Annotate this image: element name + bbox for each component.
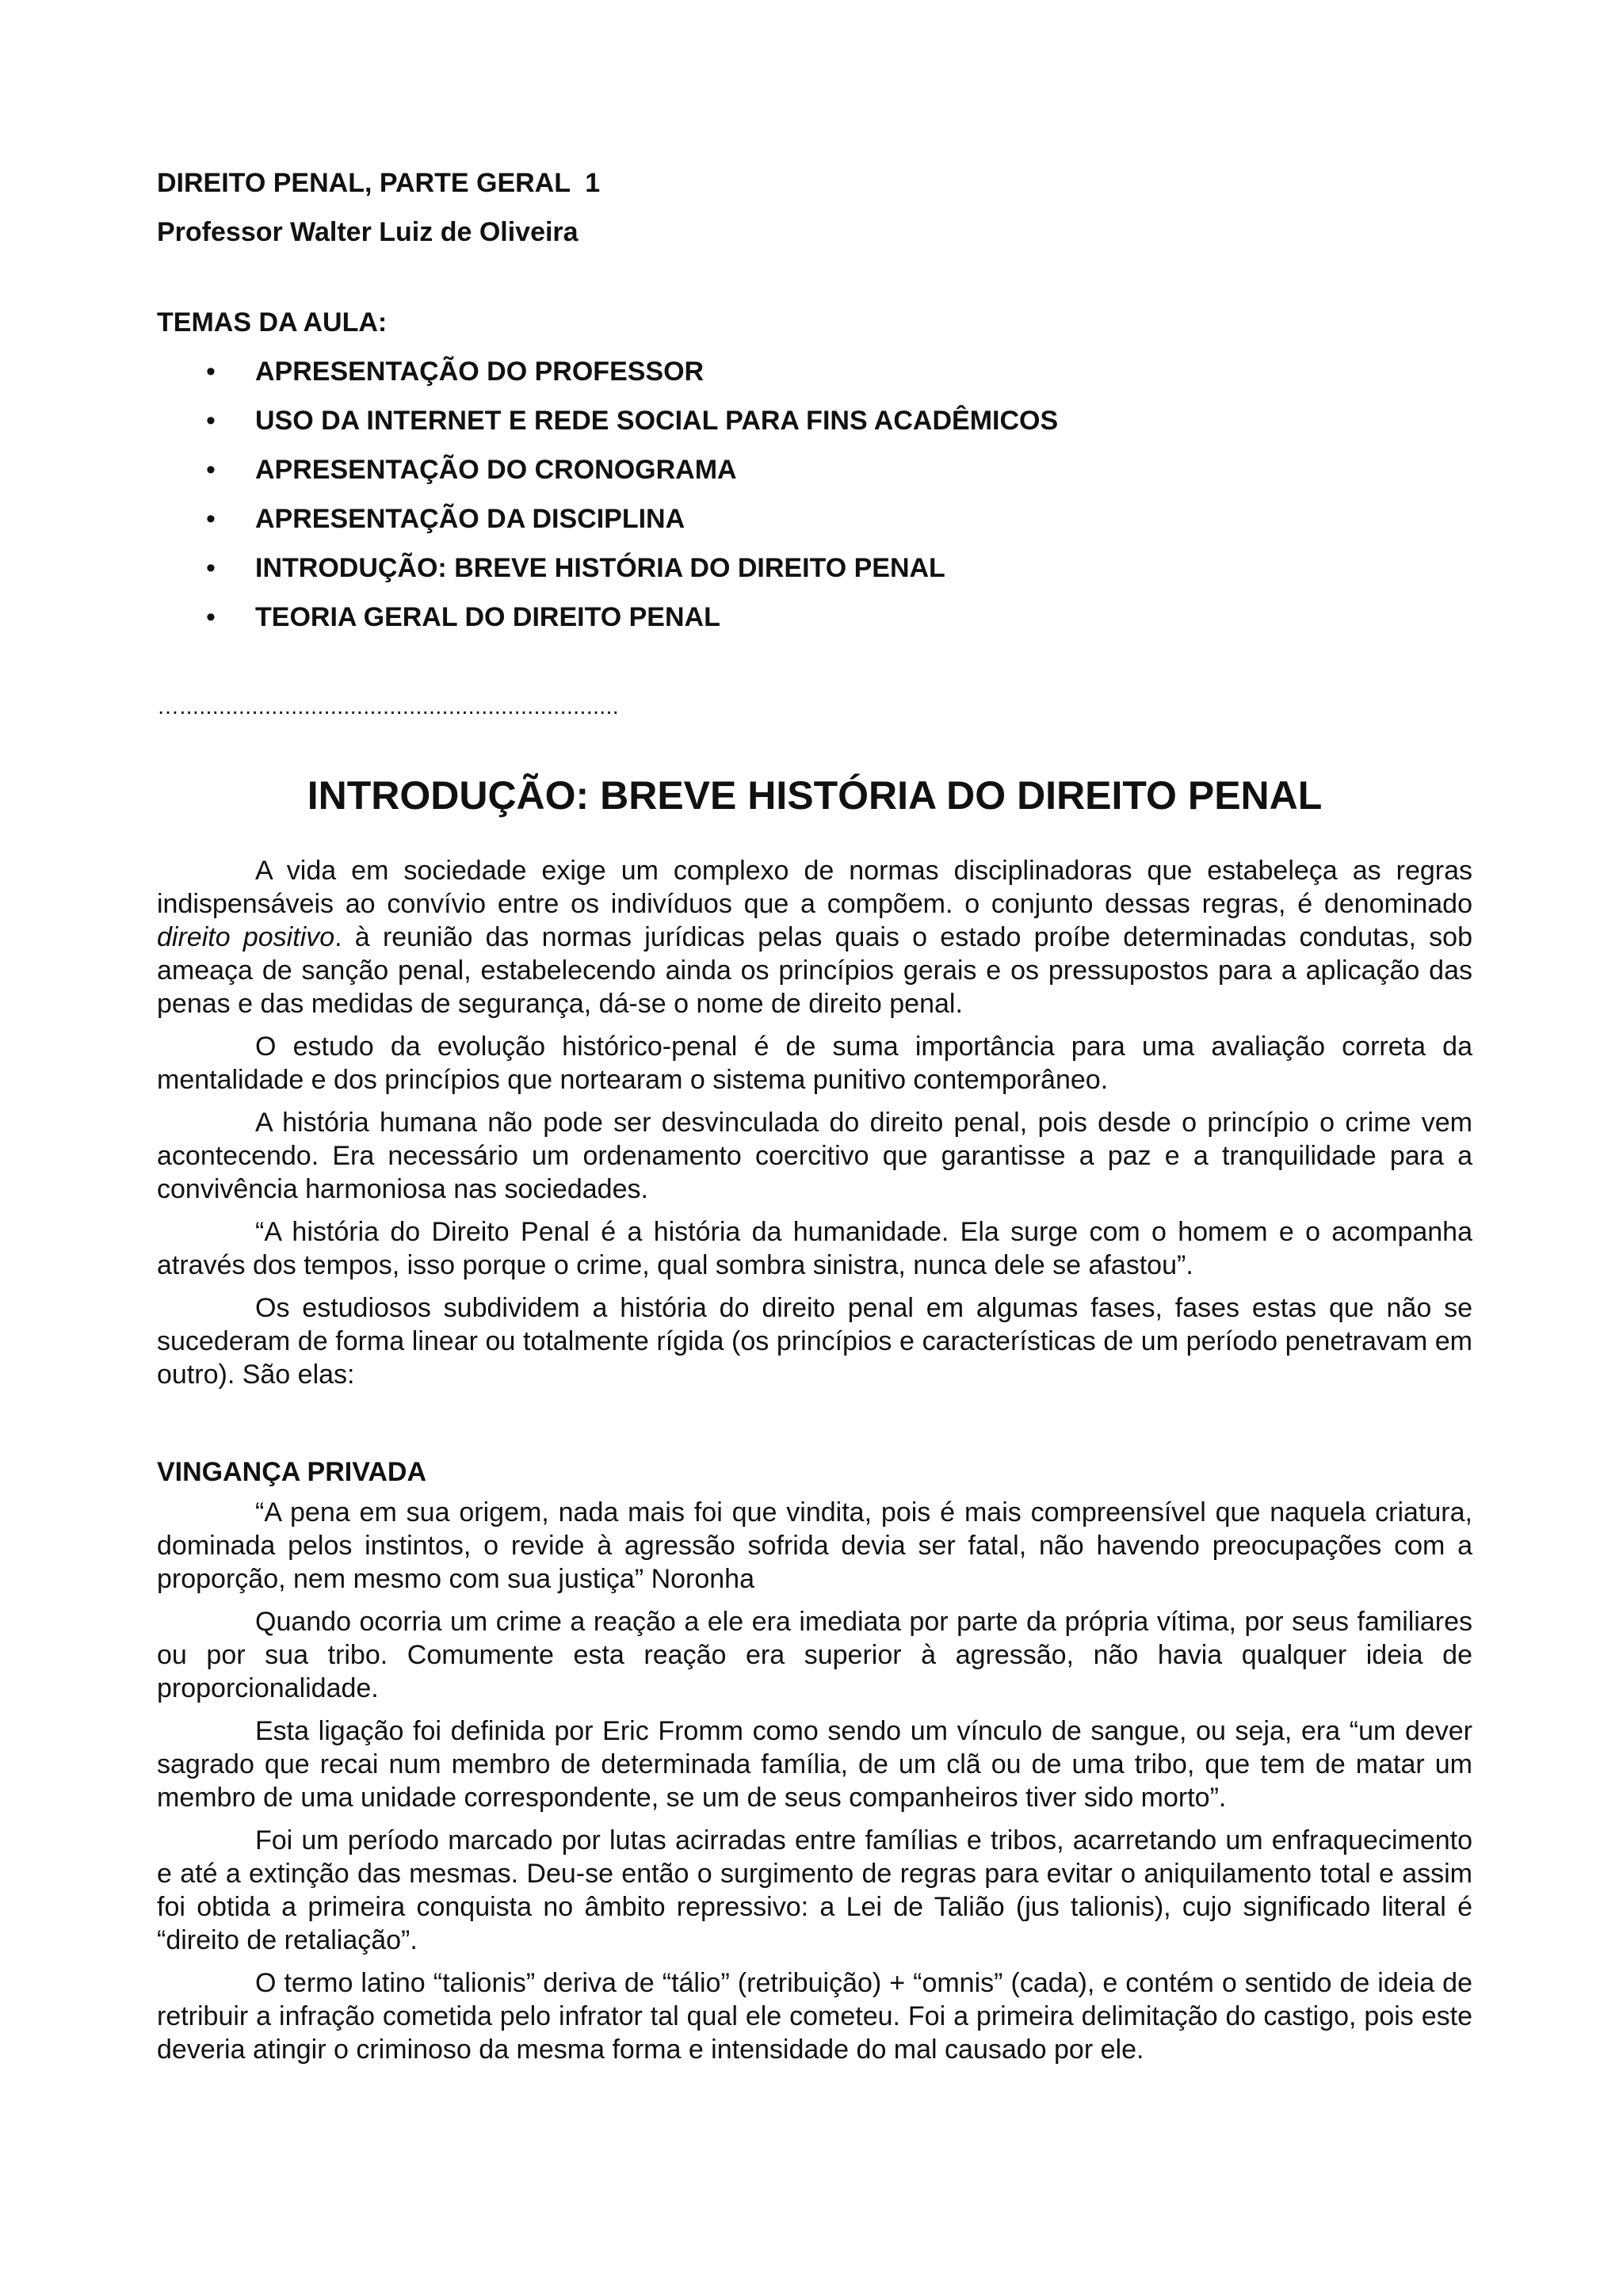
intro-paragraph-1-text-a: A vida em sociedade exige um complexo de normas disciplinadoras que estabeleça as regras indispensáveis ao convívio entre os indivíduos que a compõem. o conjunto dessas regras, é denominado: [157, 856, 1472, 919]
page-content: [157, 158, 1472, 2066]
topic-label: APRESENTAÇÃO DO PROFESSOR: [255, 357, 705, 387]
professor-name: Professor Walter Luiz de Oliveira: [157, 217, 579, 247]
bullet-icon: •: [206, 553, 216, 583]
vinganca-paragraph-3: Esta ligação foi definida por Eric Fromm como sendo um vínculo de sangue, ou seja, era “um dever sagrado que recai num membro de determinada família, de um clã ou de uma tribo, que tem de matar um membro de uma unidade correspondente, se um de seus companheiros tiver sido morto”.: [157, 1716, 1472, 1813]
topic-item: [157, 494, 1472, 543]
vinganca-paragraph-1: “A pena em sua origem, nada mais foi que vindita, pois é mais compreensível que naquela criatura, dominada pelos instintos, o revide à agressão sofrida devia ser fatal, não havendo preocupações com a proporção, nem mesmo com sua justiça” Noronha: [157, 1497, 1472, 1594]
intro-paragraph-5: Os estudiosos subdividem a história do direito penal em algumas fases, fases estas que não se sucederam de forma linear ou totalmente rígida (os princípios e características de um período penetravam em outro). São elas:: [157, 1293, 1472, 1390]
bullet-icon: •: [206, 504, 216, 534]
topic-label: USO DA INTERNET E REDE SOCIAL PARA FINS ACADÊMICOS: [255, 406, 1059, 436]
dotted-separator: …...................................................................: [157, 694, 620, 719]
topic-item: [157, 593, 1472, 642]
intro-paragraph-2: O estudo da evolução histórico-penal é de suma importância para uma avaliação correta da mentalidade e dos princípios que nortearam o sistema punitivo contemporâneo.: [157, 1032, 1472, 1095]
bullet-icon: •: [206, 357, 216, 387]
topics-heading: TEMAS DA AULA:: [157, 307, 388, 338]
topic-label: TEORIA GERAL DO DIREITO PENAL: [255, 602, 720, 632]
topic-label: APRESENTAÇÃO DO CRONOGRAMA: [255, 455, 737, 485]
topic-item: [157, 445, 1472, 494]
vinganca-paragraph-4: Foi um período marcado por lutas acirradas entre famílias e tribos, acarretando um enfraquecimento e até a extinção das mesmas. Deu-se então o surgimento de regras para evitar o aniquilamento total e assim foi obtida a primeira conquista no âmbito repressivo: a Lei de Talião (jus talionis), cujo significado literal é “direito de retaliação”.: [157, 1825, 1472, 1955]
topic-label: INTRODUÇÃO: BREVE HISTÓRIA DO DIREITO PENAL: [255, 553, 945, 583]
intro-paragraph-1-text-b: . à reunião das normas jurídicas pelas quais o estado proíbe determinadas condutas, sob ameaça de sanção penal, estabelecendo ainda os princípios gerais e os pressupostos para a aplicação das penas e das medidas de segurança, dá-se o nome de direito penal.: [157, 922, 1472, 1019]
topic-item: [157, 347, 1472, 396]
intro-title: INTRODUÇÃO: BREVE HISTÓRIA DO DIREITO PENAL: [307, 773, 1323, 818]
intro-paragraph-1: [157, 854, 1472, 1020]
course-title: DIREITO PENAL, PARTE GERAL 1: [157, 168, 601, 198]
bullet-icon: •: [206, 602, 216, 632]
intro-paragraph-4: “A história do Direito Penal é a história da humanidade. Ela surge com o homem e o acompanha através dos tempos, isso porque o crime, qual sombra sinistra, nunca dele se afastou”.: [157, 1217, 1472, 1280]
topics-list: [157, 347, 1472, 642]
topic-item: [157, 396, 1472, 445]
section-heading-vinganca: VINGANÇA PRIVADA: [157, 1457, 427, 1487]
topic-item: [157, 543, 1472, 593]
vinganca-paragraph-2: Quando ocorria um crime a reação a ele era imediata por parte da própria vítima, por seus familiares ou por sua tribo. Comumente esta reação era superior à agressão, não havia qualquer ideia de proporcionalidade.: [157, 1607, 1472, 1703]
topic-label: APRESENTAÇÃO DA DISCIPLINA: [255, 504, 685, 534]
bullet-icon: •: [206, 406, 216, 436]
italic-term: direito positivo: [157, 922, 335, 952]
bullet-icon: •: [206, 455, 216, 485]
intro-paragraph-3: A história humana não pode ser desvinculada do direito penal, pois desde o princípio o crime vem acontecendo. Era necessário um ordenamento coercitivo que garantisse a paz e a tranquilidade para a convivência harmoniosa nas sociedades.: [157, 1108, 1472, 1204]
vinganca-paragraph-5: O termo latino “talionis” deriva de “tálio” (retribuição) + “omnis” (cada), e contém o sentido de ideia de retribuir a infração cometida pelo infrator tal qual ele cometeu. Foi a primeira delimitação do castigo, pois este deveria atingir o criminoso da mesma forma e intensidade do mal causado por ele.: [157, 1968, 1472, 2065]
